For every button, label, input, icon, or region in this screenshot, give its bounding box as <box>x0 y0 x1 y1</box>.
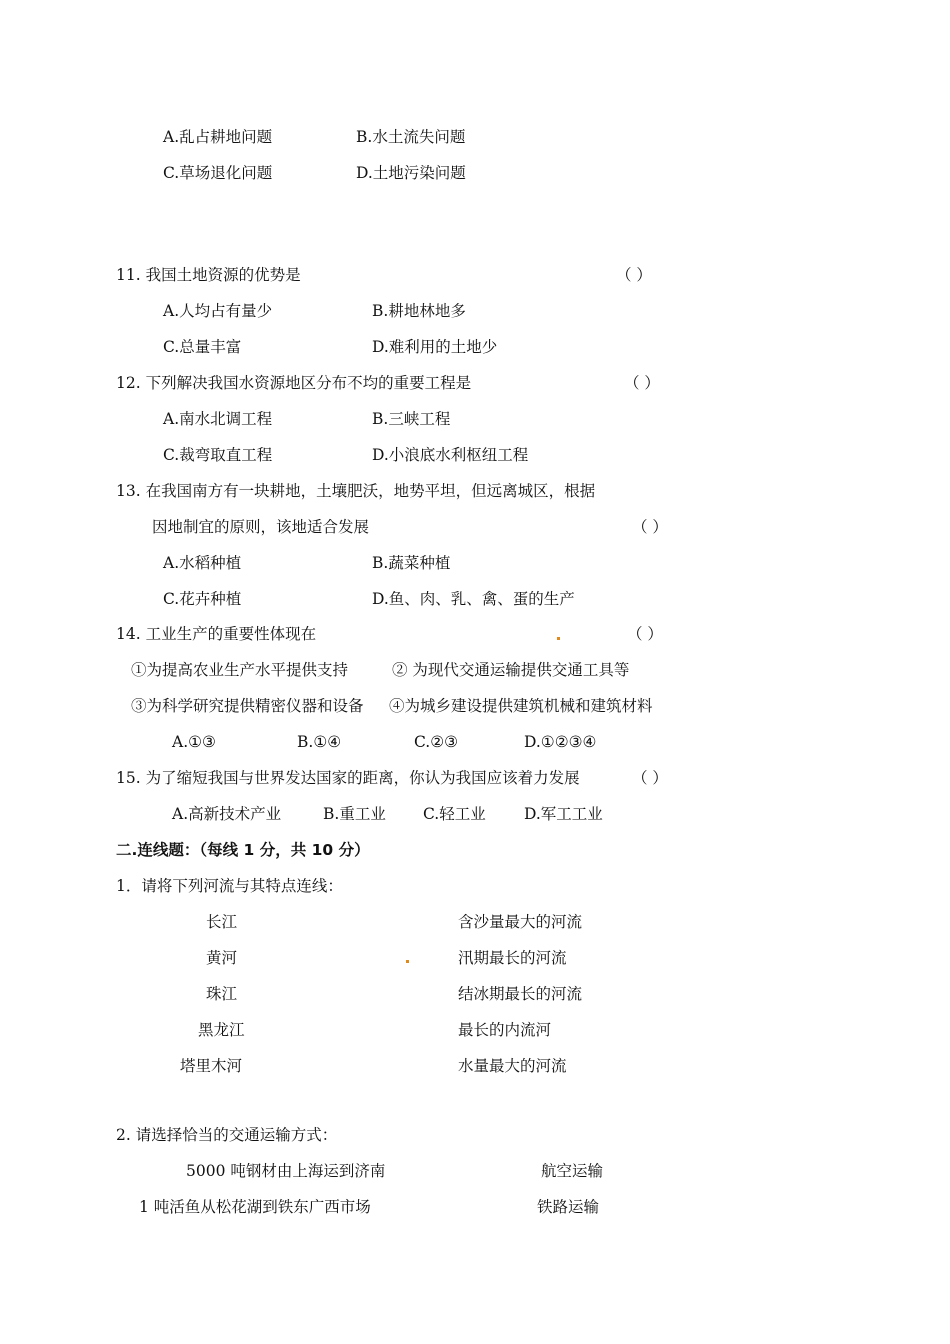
q10-option-a: A.乱占耕地问题 <box>163 128 273 146</box>
q10-option-b: B.水土流失问题 <box>356 128 466 146</box>
match1-left-item: 黑龙江 <box>198 1021 245 1039</box>
match2-left-item: 1 吨活鱼从松花湖到铁东广西市场 <box>139 1198 371 1216</box>
q14-item-4: ④为城乡建设提供建筑机械和建筑材料 <box>389 697 653 715</box>
match2-right-item: 铁路运输 <box>537 1198 600 1216</box>
match1-left-item: 长江 <box>206 913 238 931</box>
q11-option-d: D.难利用的土地少 <box>372 338 498 356</box>
q11-answer-paren: （ ） <box>616 266 652 284</box>
match1-prompt: 1．请将下列河流与其特点连线： <box>116 877 343 895</box>
match1-right-item: 汛期最长的河流 <box>458 949 567 967</box>
q15-option-c: C.轻工业 <box>423 805 486 823</box>
q14-item-2: ② 为现代交通运输提供交通工具等 <box>392 661 630 679</box>
q12-stem: 12. 下列解决我国水资源地区分布不均的重要工程是 <box>116 374 472 392</box>
q13-option-c: C.花卉种植 <box>163 590 242 608</box>
match1-left-item: 黄河 <box>206 949 238 967</box>
q15-option-d: D.军工工业 <box>524 805 603 823</box>
q12-option-a: A.南水北调工程 <box>163 410 273 428</box>
q13-stem-line2: 因地制宜的原则，该地适合发展 <box>152 518 370 536</box>
q10-option-c: C.草场退化问题 <box>163 164 273 182</box>
q10-option-d: D.土地污染问题 <box>356 164 466 182</box>
q14-option-a: A.①③ <box>172 733 216 751</box>
q11-option-a: A.人均占有量少 <box>163 302 273 320</box>
match2-left-item: 5000 吨钢材由上海运到济南 <box>186 1162 386 1180</box>
match1-left-item: 珠江 <box>206 985 238 1003</box>
q14-option-d: D.①②③④ <box>524 733 597 751</box>
match1-right-item: 水量最大的河流 <box>458 1057 567 1075</box>
q13-stem-line1: 13. 在我国南方有一块耕地，土壤肥沃，地势平坦，但远离城区，根据 <box>116 482 596 500</box>
q13-option-b: B.蔬菜种植 <box>372 554 451 572</box>
q15-stem: 15. 为了缩短我国与世界发达国家的距离，你认为我国应该着力发展 <box>116 769 580 787</box>
q12-option-c: C.裁弯取直工程 <box>163 446 273 464</box>
q13-answer-paren: （ ） <box>632 518 668 536</box>
match2-prompt: 2. 请选择恰当的交通运输方式： <box>116 1126 338 1144</box>
section2-heading: 二.连线题：（每线 1 分，共 10 分） <box>116 841 370 859</box>
q14-option-c: C.②③ <box>414 733 459 751</box>
scan-speck <box>406 960 409 963</box>
q11-option-c: C.总量丰富 <box>163 338 242 356</box>
q14-item-1: ①为提高农业生产水平提供支持 <box>131 661 349 679</box>
scan-speck <box>557 637 560 640</box>
q12-option-d: D.小浪底水利枢纽工程 <box>372 446 529 464</box>
q15-option-b: B.重工业 <box>323 805 386 823</box>
q12-answer-paren: （ ） <box>624 374 660 392</box>
match1-right-item: 最长的内流河 <box>458 1021 552 1039</box>
match1-left-item: 塔里木河 <box>180 1057 243 1075</box>
q15-option-a: A.高新技术产业 <box>172 805 282 823</box>
q13-option-d: D.鱼、肉、乳、禽、蛋的生产 <box>372 590 575 608</box>
q13-option-a: A.水稻种植 <box>163 554 242 572</box>
q14-item-3: ③为科学研究提供精密仪器和设备 <box>131 697 364 715</box>
q14-answer-paren: （ ） <box>627 625 663 643</box>
match1-right-item: 结冰期最长的河流 <box>458 985 583 1003</box>
q15-answer-paren: （ ） <box>632 769 668 787</box>
q12-option-b: B.三峡工程 <box>372 410 451 428</box>
q14-stem: 14. 工业生产的重要性体现在 <box>116 625 317 643</box>
q11-stem: 11. 我国土地资源的优势是 <box>116 266 301 284</box>
q11-option-b: B.耕地林地多 <box>372 302 466 320</box>
q14-option-b: B.①④ <box>297 733 342 751</box>
match2-right-item: 航空运输 <box>541 1162 604 1180</box>
match1-right-item: 含沙量最大的河流 <box>458 913 583 931</box>
